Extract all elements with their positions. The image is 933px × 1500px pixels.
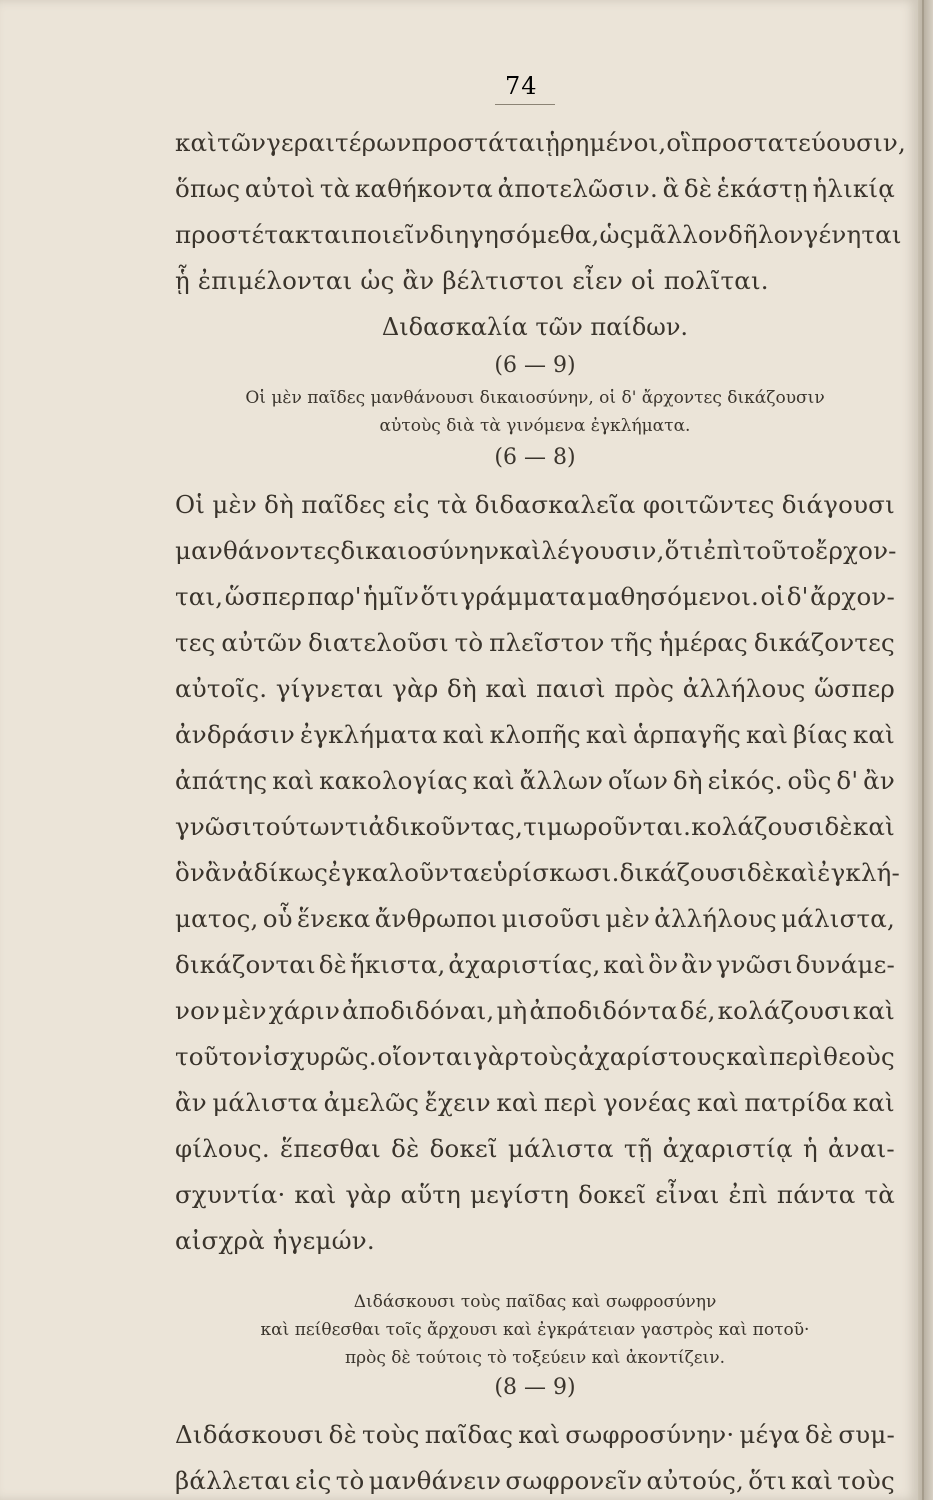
text-line: Οἱ μὲν δὴ παῖδες εἰς τὰ διδασκαλεῖα φοιτῶντες διάγουσι: [175, 490, 895, 519]
text-line: τες αὐτῶν διατελοῦσι τὸ πλεῖστον τῆς ἡμέρας δικάζοντες: [175, 628, 895, 657]
text-line: φίλους. ἕπεσθαι δὲ δοκεῖ μάλιστα τῇ ἀχαριστίᾳ ἡ ἀναι-: [175, 1134, 895, 1163]
text-line: δικάζονται δὲ ἥκιστα, ἀχαριστίας, καὶ ὃν ἂν γνῶσι δυνάμε-: [175, 950, 895, 979]
text-line: τοῦτον ἰσχυρῶς. οἴονται γὰρ τοὺς ἀχαρίστους καὶ περὶ θεοὺς: [175, 1042, 895, 1071]
summary-range: (8 — 9): [494, 1375, 576, 1400]
text-line: καὶ τῶν γεραιτέρων προστάται ᾑρημένοι, οἳ προστατεύουσιν,: [175, 128, 906, 157]
summary-line: καὶ πείθεσθαι τοῖς ἄρχουσι καὶ ἐγκράτειαν γαστρὸς καὶ ποτοῦ·: [260, 1320, 810, 1340]
page-edge-line: [922, 0, 924, 1500]
text-line: Διδάσκουσι δὲ τοὺς παῖδας καὶ σωφροσύνην· μέγα δὲ συμ-: [175, 1420, 895, 1449]
summary-range: (6 — 8): [494, 445, 576, 470]
summary-line: αὐτοὺς διὰ τὰ γινόμενα ἐγκλήματα.: [379, 416, 691, 436]
page-number: 74: [505, 72, 538, 100]
text-line: ματος, οὗ ἕνεκα ἄνθρωποι μισοῦσι μὲν ἀλλήλους μάλιστα,: [175, 904, 895, 933]
text-line: ὃν ἂν ἀδίκως ἐγκαλοῦντα εὑρίσκωσι. δικάζουσι δὲ καὶ ἐγκλή-: [175, 858, 901, 887]
page-number-rule: [495, 104, 555, 105]
section-heading: Διδασκαλία τῶν παίδων.: [381, 313, 689, 341]
text-line: προστέτακται ποιεῖν διηγησόμεθα, ὡς μᾶλλον δῆλον γένηται: [175, 220, 902, 249]
text-line: μανθάνοντες δικαιοσύνην καὶ λέγουσιν, ὅτι ἐπὶ τοῦτο ἔρχον-: [175, 536, 897, 565]
text-line: αἰσχρὰ ἡγεμών.: [175, 1226, 375, 1255]
text-line: ἀπάτης καὶ κακολογίας καὶ ἄλλων οἵων δὴ εἰκός. οὓς δ' ἂν: [175, 766, 895, 795]
text-line: γνῶσι τούτων τι ἀδικοῦντας, τιμωροῦνται. κολάζουσι δὲ καὶ: [175, 812, 895, 841]
text-line: ἂν μάλιστα ἀμελῶς ἔχειν καὶ περὶ γονέας καὶ πατρίδα καὶ: [175, 1088, 895, 1117]
text-line: σχυντία· καὶ γὰρ αὕτη μεγίστη δοκεῖ εἶναι ἐπὶ πάντα τὰ: [175, 1180, 895, 1209]
page-edge: [918, 0, 933, 1500]
text-line: αὐτοῖς. γίγνεται γὰρ δὴ καὶ παισὶ πρὸς ἀλλήλους ὥσπερ: [175, 674, 895, 703]
text-line: ᾗ ἐπιμέλονται ὡς ἂν βέλτιστοι εἶεν οἱ πολῖται.: [175, 266, 769, 295]
text-line: ἀνδράσιν ἐγκλήματα καὶ κλοπῆς καὶ ἁρπαγῆς καὶ βίας καὶ: [175, 720, 895, 749]
heading-range: (6 — 9): [494, 353, 576, 378]
text-line: βάλλεται εἰς τὸ μανθάνειν σωφρονεῖν αὐτούς, ὅτι καὶ τοὺς: [175, 1466, 895, 1495]
summary-line: Διδάσκουσι τοὺς παῖδας καὶ σωφροσύνην: [353, 1292, 717, 1312]
text-line: ται, ὥσπερ παρ' ἡμῖν ὅτι γράμματα μαθησόμενοι. οἱ δ' ἄρχον-: [175, 582, 895, 611]
text-line: ὅπως αὐτοὶ τὰ καθήκοντα ἀποτελῶσιν. ἃ δὲ ἑκάστῃ ἡλικίᾳ: [175, 174, 895, 203]
text-line: νον μὲν χάριν ἀποδιδόναι, μὴ ἀποδιδόντα δέ, κολάζουσι καὶ: [175, 996, 895, 1025]
summary-line: Οἱ μὲν παῖδες μανθάνουσι δικαιοσύνην, οἱ δ' ἄρχοντες δικάζουσιν: [245, 388, 825, 408]
summary-line: πρὸς δὲ τούτοις τὸ τοξεύειν καὶ ἀκοντίζειν.: [344, 1348, 726, 1368]
